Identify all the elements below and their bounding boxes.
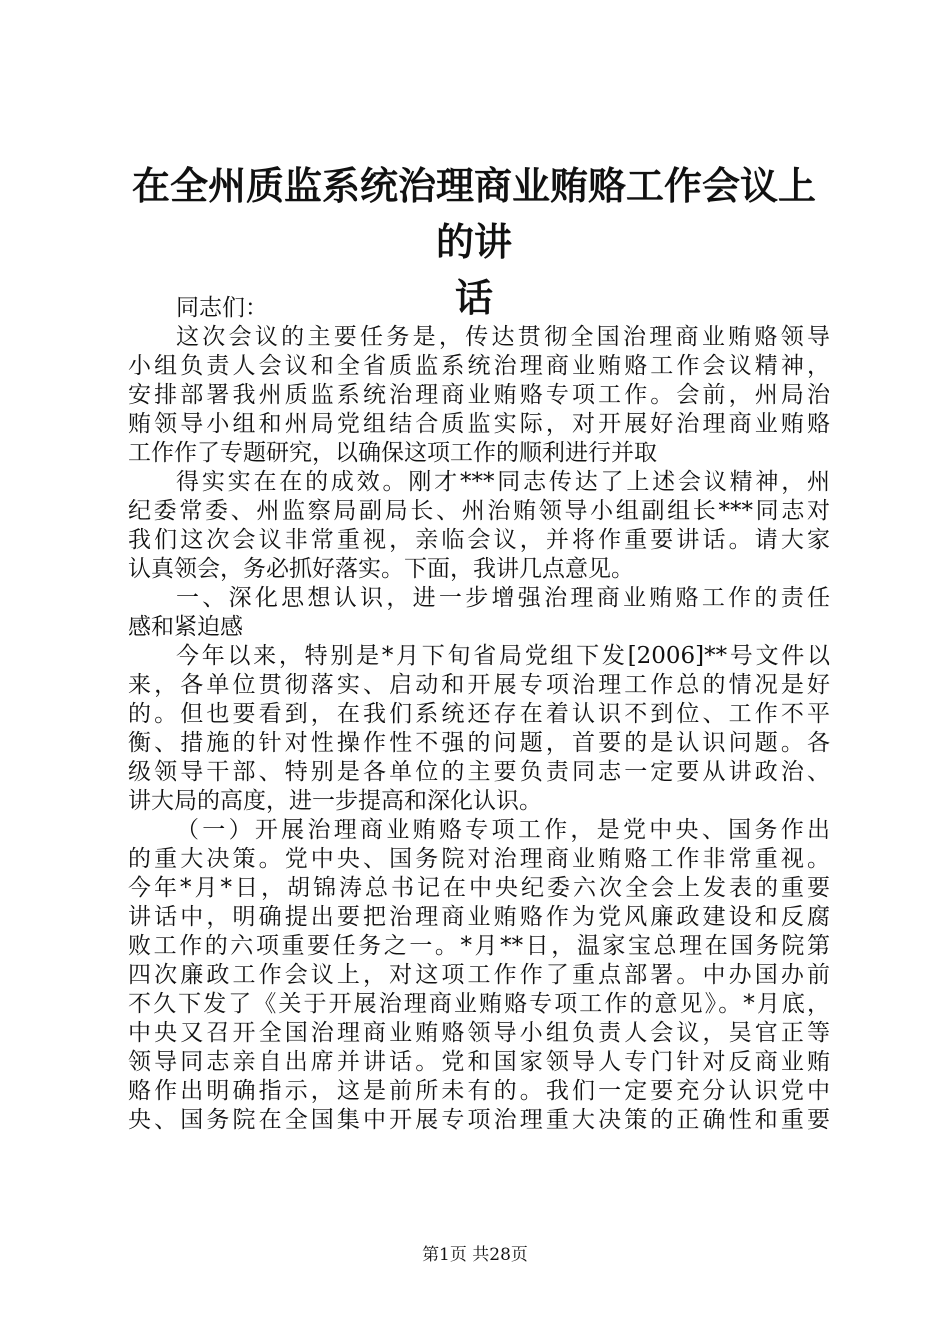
text-line: 今年以来，特别是*月下旬省局党组下发[2006]**号文件以 bbox=[176, 643, 830, 669]
text-line: 我们这次会议非常重视，亲临会议，并将作重要讲话。请大家 bbox=[128, 527, 830, 553]
text-line: 贿领导小组和州局党组结合质监实际，对开展好治理商业贿赂 bbox=[128, 411, 830, 437]
text-line: 领导同志亲自出席并讲话。党和国家领导人专门针对反商业贿 bbox=[128, 1049, 830, 1075]
text-line: 的重大决策。党中央、国务院对治理商业贿赂工作非常重视。 bbox=[128, 846, 830, 872]
text-line: 同志们： bbox=[176, 295, 268, 321]
text-line: 这次会议的主要任务是，传达贯彻全国治理商业贿赂领导 bbox=[176, 324, 830, 350]
text-line: 感和紧迫感 bbox=[128, 614, 243, 640]
text-line: 工作作了专题研究，以确保这项工作的顺利进行并取 bbox=[128, 440, 657, 466]
text-line: 赂作出明确指示，这是前所未有的。我们一定要充分认识党中 bbox=[128, 1078, 830, 1104]
document-body bbox=[128, 294, 830, 1135]
text-line: 央、国务院在全国集中开展专项治理重大决策的正确性和重要 bbox=[128, 1107, 830, 1133]
text-line: 小组负责人会议和全省质监系统治理商业贿赂工作会议精神， bbox=[128, 353, 830, 379]
text-line: 安排部署我州质监系统治理商业贿赂专项工作。会前，州局治 bbox=[128, 382, 830, 408]
text-line: 今年*月*日，胡锦涛总书记在中央纪委六次全会上发表的重要 bbox=[128, 875, 830, 901]
text-line: 认真领会，务必抓好落实。下面，我讲几点意见。 bbox=[128, 556, 634, 582]
text-line: 败工作的六项重要任务之一。*月**日，温家宝总理在国务院第 bbox=[128, 933, 830, 959]
text-line: 中央又召开全国治理商业贿赂领导小组负责人会议，吴官正等 bbox=[128, 1020, 830, 1046]
text-line: 四次廉政工作会议上，对这项工作作了重点部署。中办国办前 bbox=[128, 962, 830, 988]
text-line: 级领导干部、特别是各单位的主要负责同志一定要从讲政治、 bbox=[128, 759, 830, 785]
title-line-1: 在全州质监系统治理商业贿赂工作会议上的讲 bbox=[131, 164, 816, 264]
title-line-2: 话 bbox=[454, 276, 493, 320]
text-line: 纪委常委、州监察局副局长、州治贿领导小组副组长***同志对 bbox=[128, 498, 830, 524]
text-line: 不久下发了《关于开展治理商业贿赂专项工作的意见》。*月底， bbox=[128, 991, 830, 1017]
text-line: 的。但也要看到，在我们系统还存在着认识不到位、工作不平 bbox=[128, 701, 830, 727]
text-line: 讲话中，明确提出要把治理商业贿赂作为党风廉政建设和反腐 bbox=[128, 904, 830, 930]
text-line: 一、深化思想认识，进一步增强治理商业贿赂工作的责任 bbox=[176, 585, 830, 611]
text-line: 来，各单位贯彻落实、启动和开展专项治理工作总的情况是好 bbox=[128, 672, 830, 698]
page-footer: 第1页 共28页 bbox=[422, 1245, 528, 1265]
text-line: 衡、措施的针对性操作性不强的问题，首要的是认识问题。各 bbox=[128, 730, 830, 756]
text-line: 讲大局的高度，进一步提高和深化认识。 bbox=[128, 788, 542, 814]
text-line: 得实实在在的成效。刚才***同志传达了上述会议精神，州 bbox=[176, 469, 830, 495]
text-line: （一）开展治理商业贿赂专项工作，是党中央、国务作出 bbox=[176, 817, 830, 843]
